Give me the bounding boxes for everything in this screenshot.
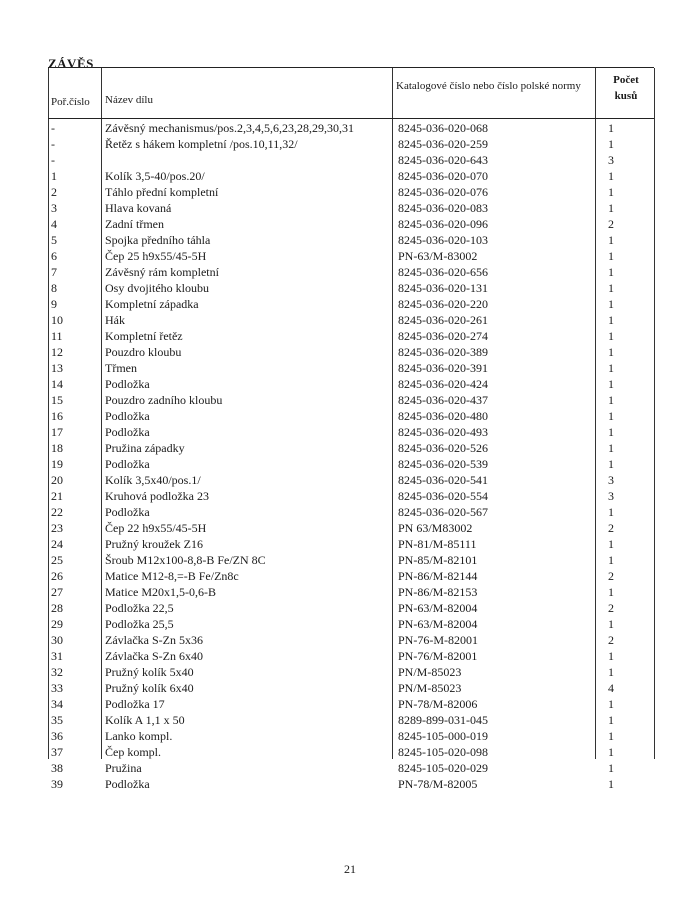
cell-quantity: 1 [608,537,614,551]
cell-catalog-number: PN-78/M-82005 [398,777,478,791]
cell-part-name: Podložka [105,777,150,791]
cell-quantity: 3 [608,473,614,487]
cell-position-number: 24 [51,537,63,551]
cell-catalog-number: PN-78/M-82006 [398,697,478,711]
cell-position-number: 32 [51,665,63,679]
header-quantity: Počet kusů [613,74,639,102]
table-row [48,696,654,712]
cell-catalog-number: 8245-036-020-259 [398,137,488,151]
cell-quantity: 1 [608,457,614,471]
cell-catalog-number: 8245-036-020-539 [398,457,488,471]
cell-catalog-number: PN-63/M-82004 [398,617,478,631]
cell-part-name: Závlačka S-Zn 6x40 [105,649,203,663]
cell-position-number: 37 [51,745,63,759]
cell-catalog-number: 8245-036-020-526 [398,441,488,455]
table-row [48,232,654,248]
cell-catalog-number: 8245-036-020-096 [398,217,488,231]
cell-quantity: 2 [608,633,614,647]
cell-position-number: 14 [51,377,63,391]
table-row [48,440,654,456]
cell-quantity: 1 [608,777,614,791]
table-row [48,760,654,776]
table-row [48,168,654,184]
cell-quantity: 1 [608,345,614,359]
table-body [48,120,654,792]
header-part-name: Název dílu [105,94,153,106]
cell-catalog-number: 8245-036-020-220 [398,297,488,311]
cell-position-number: 33 [51,681,63,695]
table-row [48,520,654,536]
cell-quantity: 1 [608,729,614,743]
cell-position-number: - [51,153,55,167]
cell-position-number: 12 [51,345,63,359]
cell-quantity: 2 [608,601,614,615]
cell-position-number: 5 [51,233,57,247]
cell-position-number: 19 [51,457,63,471]
cell-position-number: 15 [51,393,63,407]
cell-part-name: Kruhová podložka 23 [105,489,209,503]
cell-part-name: Závlačka S-Zn 5x36 [105,633,203,647]
cell-part-name: Podložka [105,505,150,519]
cell-quantity: 3 [608,153,614,167]
cell-position-number: 27 [51,585,63,599]
table-row [48,728,654,744]
cell-quantity: 1 [608,617,614,631]
cell-catalog-number: 8289-899-031-045 [398,713,488,727]
cell-catalog-number: 8245-036-020-076 [398,185,488,199]
cell-part-name: Třmen [105,361,137,375]
cell-catalog-number: 8245-036-020-070 [398,169,488,183]
cell-catalog-number: 8245-036-020-274 [398,329,488,343]
cell-catalog-number: PN-86/M-82153 [398,585,478,599]
cell-quantity: 1 [608,233,614,247]
cell-catalog-number: 8245-036-020-083 [398,201,488,215]
cell-part-name: Hlava kovaná [105,201,172,215]
cell-part-name: Podložka [105,457,150,471]
table-row [48,648,654,664]
header-catalog-number: Katalogové číslo nebo číslo polské normy [396,80,581,92]
cell-catalog-number: PN-63/M-83002 [398,249,478,263]
cell-part-name: Pružný kolík 6x40 [105,681,194,695]
cell-catalog-number: PN-76-M-82001 [398,633,478,647]
cell-catalog-number: 8245-036-020-261 [398,313,488,327]
cell-part-name: Závěsný rám kompletní [105,265,219,279]
cell-part-name: Pružný kroužek Z16 [105,537,203,551]
cell-part-name: Podložka 22,5 [105,601,174,615]
cell-quantity: 1 [608,585,614,599]
cell-part-name: Čep 22 h9x55/45-5H [105,521,207,535]
cell-part-name: Zadní třmen [105,217,164,231]
table-row [48,200,654,216]
table-row [48,664,654,680]
cell-quantity: 4 [608,681,614,695]
cell-catalog-number: 8245-036-020-656 [398,265,488,279]
table-border-right [654,68,655,759]
cell-position-number: 38 [51,761,63,775]
cell-catalog-number: 8245-036-020-643 [398,153,488,167]
page-number: 21 [344,862,356,876]
cell-part-name: Řetěz s hákem kompletní /pos.10,11,32/ [105,137,298,151]
cell-position-number: 29 [51,617,63,631]
cell-quantity: 1 [608,265,614,279]
table-row [48,712,654,728]
cell-catalog-number: 8245-105-020-098 [398,745,488,759]
cell-position-number: 18 [51,441,63,455]
cell-catalog-number: 8245-036-020-567 [398,505,488,519]
cell-part-name: Kolík 3,5-40/pos.20/ [105,169,205,183]
cell-quantity: 1 [608,121,614,135]
cell-quantity: 1 [608,425,614,439]
cell-catalog-number: 8245-036-020-131 [398,281,488,295]
cell-position-number: 25 [51,553,63,567]
cell-part-name: Pružina západky [105,441,185,455]
cell-part-name: Kolík 3,5x40/pos.1/ [105,473,201,487]
cell-catalog-number: PN/M-85023 [398,681,462,695]
table-row [48,744,654,760]
page-title: ZÁVĚS [48,56,94,71]
cell-quantity: 1 [608,745,614,759]
cell-position-number: 36 [51,729,63,743]
cell-quantity: 1 [608,201,614,215]
cell-catalog-number: PN 63/M83002 [398,521,473,535]
table-row [48,360,654,376]
cell-quantity: 1 [608,185,614,199]
table-row [48,456,654,472]
table-row [48,632,654,648]
cell-catalog-number: 8245-036-020-424 [398,377,488,391]
cell-quantity: 1 [608,761,614,775]
cell-part-name: Matice M20x1,5-0,6-B [105,585,216,599]
cell-catalog-number: PN-85/M-82101 [398,553,478,567]
cell-part-name: Pružina [105,761,142,775]
cell-part-name: Kompletní řetěz [105,329,183,343]
cell-part-name: Pouzdro kloubu [105,345,182,359]
cell-part-name: Čep 25 h9x55/45-5H [105,249,207,263]
cell-position-number: 30 [51,633,63,647]
table-row [48,216,654,232]
cell-position-number: 2 [51,185,57,199]
cell-position-number: - [51,121,55,135]
cell-part-name: Matice M12-8,=-B Fe/Zn8c [105,569,239,583]
table-row [48,568,654,584]
cell-position-number: 31 [51,649,63,663]
cell-part-name: Čep kompl. [105,745,161,759]
table-row [48,392,654,408]
cell-part-name: Podložka 17 [105,697,165,711]
cell-catalog-number: PN/M-85023 [398,665,462,679]
table-row [48,776,654,792]
cell-position-number: 10 [51,313,63,327]
cell-part-name: Kolík A 1,1 x 50 [105,713,185,727]
table-row [48,408,654,424]
parts-table [48,67,654,791]
table-row [48,616,654,632]
cell-part-name: Pouzdro zadního kloubu [105,393,223,407]
cell-part-name: Hák [105,313,125,327]
table-row [48,584,654,600]
cell-quantity: 1 [608,697,614,711]
cell-quantity: 1 [608,137,614,151]
table-row [48,536,654,552]
cell-position-number: 7 [51,265,57,279]
cell-position-number: 3 [51,201,57,215]
cell-position-number: 13 [51,361,63,375]
cell-quantity: 1 [608,713,614,727]
cell-position-number: 17 [51,425,63,439]
cell-position-number: 23 [51,521,63,535]
table-row [48,264,654,280]
cell-position-number: 26 [51,569,63,583]
cell-position-number: 11 [51,329,63,343]
cell-quantity: 1 [608,553,614,567]
cell-position-number: 20 [51,473,63,487]
header-position-number: Poř.číslo [51,96,90,108]
cell-position-number: - [51,137,55,151]
cell-position-number: 28 [51,601,63,615]
cell-position-number: 9 [51,297,57,311]
cell-part-name: Šroub M12x100-8,8-B Fe/ZN 8C [105,553,266,567]
cell-quantity: 1 [608,505,614,519]
table-row [48,280,654,296]
cell-position-number: 6 [51,249,57,263]
cell-catalog-number: 8245-036-020-480 [398,409,488,423]
cell-position-number: 35 [51,713,63,727]
cell-catalog-number: 8245-036-020-437 [398,393,488,407]
table-row [48,136,654,152]
table-row [48,312,654,328]
cell-quantity: 1 [608,649,614,663]
cell-quantity: 3 [608,489,614,503]
cell-quantity: 2 [608,217,614,231]
table-row [48,344,654,360]
cell-catalog-number: 8245-036-020-068 [398,121,488,135]
cell-position-number: 4 [51,217,57,231]
table-row [48,680,654,696]
cell-position-number: 34 [51,697,63,711]
cell-part-name: Podložka [105,409,150,423]
cell-quantity: 2 [608,521,614,535]
cell-position-number: 39 [51,777,63,791]
cell-catalog-number: PN-76/M-82001 [398,649,478,663]
table-row [48,600,654,616]
cell-catalog-number: 8245-036-020-554 [398,489,488,503]
cell-catalog-number: 8245-036-020-389 [398,345,488,359]
table-row [48,328,654,344]
cell-catalog-number: 8245-036-020-391 [398,361,488,375]
cell-part-name: Spojka předního táhla [105,233,211,247]
cell-part-name: Podložka [105,425,150,439]
cell-part-name: Lanko kompl. [105,729,173,743]
cell-catalog-number: PN-63/M-82004 [398,601,478,615]
cell-catalog-number: 8245-036-020-541 [398,473,488,487]
cell-quantity: 1 [608,249,614,263]
table-row [48,472,654,488]
cell-quantity: 1 [608,281,614,295]
cell-quantity: 1 [608,361,614,375]
cell-part-name: Kompletní západka [105,297,199,311]
cell-catalog-number: 8245-105-000-019 [398,729,488,743]
cell-position-number: 22 [51,505,63,519]
cell-part-name: Osy dvojitého kloubu [105,281,209,295]
cell-quantity: 1 [608,441,614,455]
cell-quantity: 1 [608,329,614,343]
cell-part-name: Táhlo přední kompletní [105,185,219,199]
cell-catalog-number: 8245-036-020-493 [398,425,488,439]
table-row [48,152,654,168]
cell-part-name: Závěsný mechanismus/pos.2,3,4,5,6,23,28,29,30,31 [105,121,354,135]
table-header [48,68,654,119]
cell-part-name: Podložka 25,5 [105,617,174,631]
cell-part-name: Pružný kolík 5x40 [105,665,194,679]
table-row [48,424,654,440]
cell-quantity: 1 [608,409,614,423]
cell-catalog-number: 8245-105-020-029 [398,761,488,775]
cell-catalog-number: PN-81/M-85111 [398,537,477,551]
table-row [48,552,654,568]
cell-position-number: 21 [51,489,63,503]
table-row [48,296,654,312]
table-row [48,184,654,200]
table-row [48,376,654,392]
cell-position-number: 1 [51,169,57,183]
cell-quantity: 1 [608,377,614,391]
cell-quantity: 1 [608,313,614,327]
table-row [48,488,654,504]
cell-catalog-number: 8245-036-020-103 [398,233,488,247]
cell-quantity: 1 [608,169,614,183]
cell-part-name: Podložka [105,377,150,391]
cell-quantity: 2 [608,569,614,583]
table-row [48,504,654,520]
cell-quantity: 1 [608,297,614,311]
cell-catalog-number: PN-86/M-82144 [398,569,478,583]
table-row [48,120,654,136]
cell-position-number: 16 [51,409,63,423]
cell-quantity: 1 [608,393,614,407]
cell-quantity: 1 [608,665,614,679]
table-row [48,248,654,264]
cell-position-number: 8 [51,281,57,295]
